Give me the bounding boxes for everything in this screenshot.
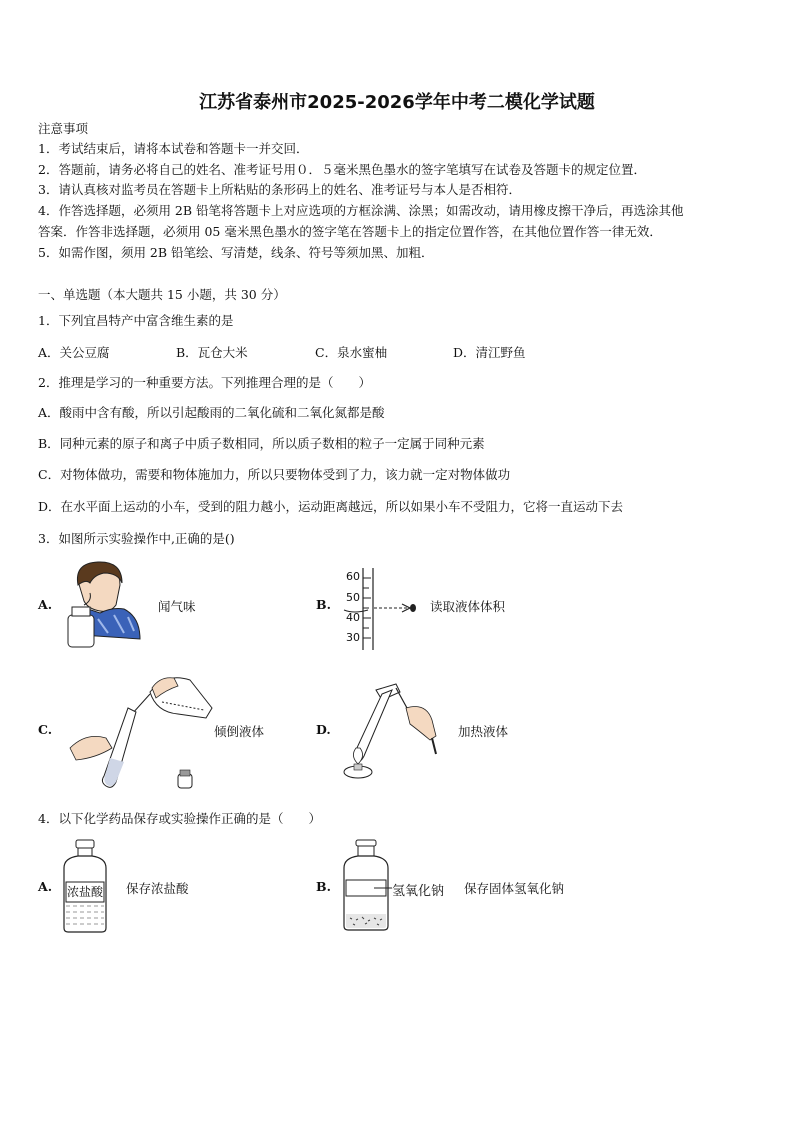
bottle-label: 浓盐酸 bbox=[67, 885, 104, 899]
question-2-stem: 2．推理是学习的一种重要方法。下列推理合理的是（ ） bbox=[38, 375, 371, 390]
q3-caption-c: 倾倒液体 bbox=[214, 724, 265, 739]
tick-label: 40 bbox=[346, 611, 360, 624]
q3-caption-d: 加热液体 bbox=[458, 724, 509, 739]
q2-option-a: A．酸雨中含有酸，所以引起酸雨的二氧化硫和二氧化氮都是酸 bbox=[38, 405, 385, 420]
q4-caption-a: 保存浓盐酸 bbox=[126, 881, 189, 896]
smell-gas-illustration bbox=[64, 561, 144, 651]
question-1-stem: 1．下列宜昌特产中富含维生素的是 bbox=[38, 313, 234, 328]
notice-item: 1．考试结束后，请将本试卷和答题卡一并交回． bbox=[38, 141, 309, 156]
page-title: 江苏省泰州市2025-2026学年中考二模化学试题 bbox=[199, 92, 595, 113]
q1-option-d: D．清江野鱼 bbox=[453, 345, 526, 360]
sodium-hydroxide-bottle-illustration bbox=[338, 838, 394, 932]
q2-option-d: D．在水平面上运动的小车，受到的阻力越小，运动距离越远，所以如果小车不受阻力，它将一直运动下去 bbox=[38, 499, 624, 514]
q3-label-b: B. bbox=[316, 597, 331, 612]
q2-option-b: B．同种元素的原子和离子中质子数相同，所以质子数相的粒子一定属于同种元素 bbox=[38, 436, 485, 451]
q4-label-a: A. bbox=[38, 879, 53, 894]
notice-heading: 注意事项 bbox=[38, 121, 89, 136]
q3-label-d: D. bbox=[316, 722, 331, 737]
bottle-label: 氢氧化钠 bbox=[392, 884, 445, 899]
q1-option-b: B．瓦仓大米 bbox=[176, 345, 248, 360]
q3-caption-a: 闻气味 bbox=[158, 599, 196, 614]
notice-item: 2．答题前，请务必将自己的姓名、准考证号用０．５毫米黑色墨水的签字笔填写在试卷及答题卡的规定位置． bbox=[38, 162, 646, 177]
tick-label: 60 bbox=[346, 570, 360, 583]
q1-option-c: C．泉水蜜柚 bbox=[315, 345, 388, 360]
section-heading: 一、单选题（本大题共 15 小题，共 30 分） bbox=[38, 287, 286, 302]
q3-caption-b: 读取液体体积 bbox=[430, 599, 506, 614]
tick-label: 30 bbox=[346, 631, 360, 644]
notice-item: 答案．作答非选择题，必须用 05 毫米黑色墨水的签字笔在答题卡上的指定位置作答，在其他位置作答一律无效． bbox=[38, 224, 662, 239]
q3-label-c: C. bbox=[38, 722, 53, 737]
q4-caption-b: 保存固体氢氧化钠 bbox=[464, 881, 565, 896]
heat-liquid-illustration bbox=[336, 680, 446, 786]
notice-item: 3．请认真核对监考员在答题卡上所粘贴的条形码上的姓名、准考证号与本人是否相符． bbox=[38, 182, 521, 197]
notice-item: 4．作答选择题，必须用 2B 铅笔将答题卡上对应选项的方框涂满、涂黑；如需改动，请用橡皮擦干净后，再选涂其他 bbox=[38, 203, 684, 218]
question-4-stem: 4．以下化学药品保存或实验操作正确的是（ ） bbox=[38, 811, 321, 826]
notice-item: 5．如需作图，须用 2B 铅笔绘、写清楚，线条、符号等须加黑、加粗． bbox=[38, 245, 434, 260]
pour-liquid-illustration bbox=[66, 668, 216, 794]
q1-option-a: A．关公豆腐 bbox=[38, 345, 110, 360]
q3-label-a: A. bbox=[38, 597, 53, 612]
q2-option-c: C．对物体做功，需要和物体施加力，所以只要物体受到了力，该力就一定对物体做功 bbox=[38, 467, 511, 482]
question-3-stem: 3．如图所示实验操作中,正确的是() bbox=[38, 531, 235, 546]
tick-label: 50 bbox=[346, 591, 360, 604]
q4-label-b: B. bbox=[316, 879, 331, 894]
